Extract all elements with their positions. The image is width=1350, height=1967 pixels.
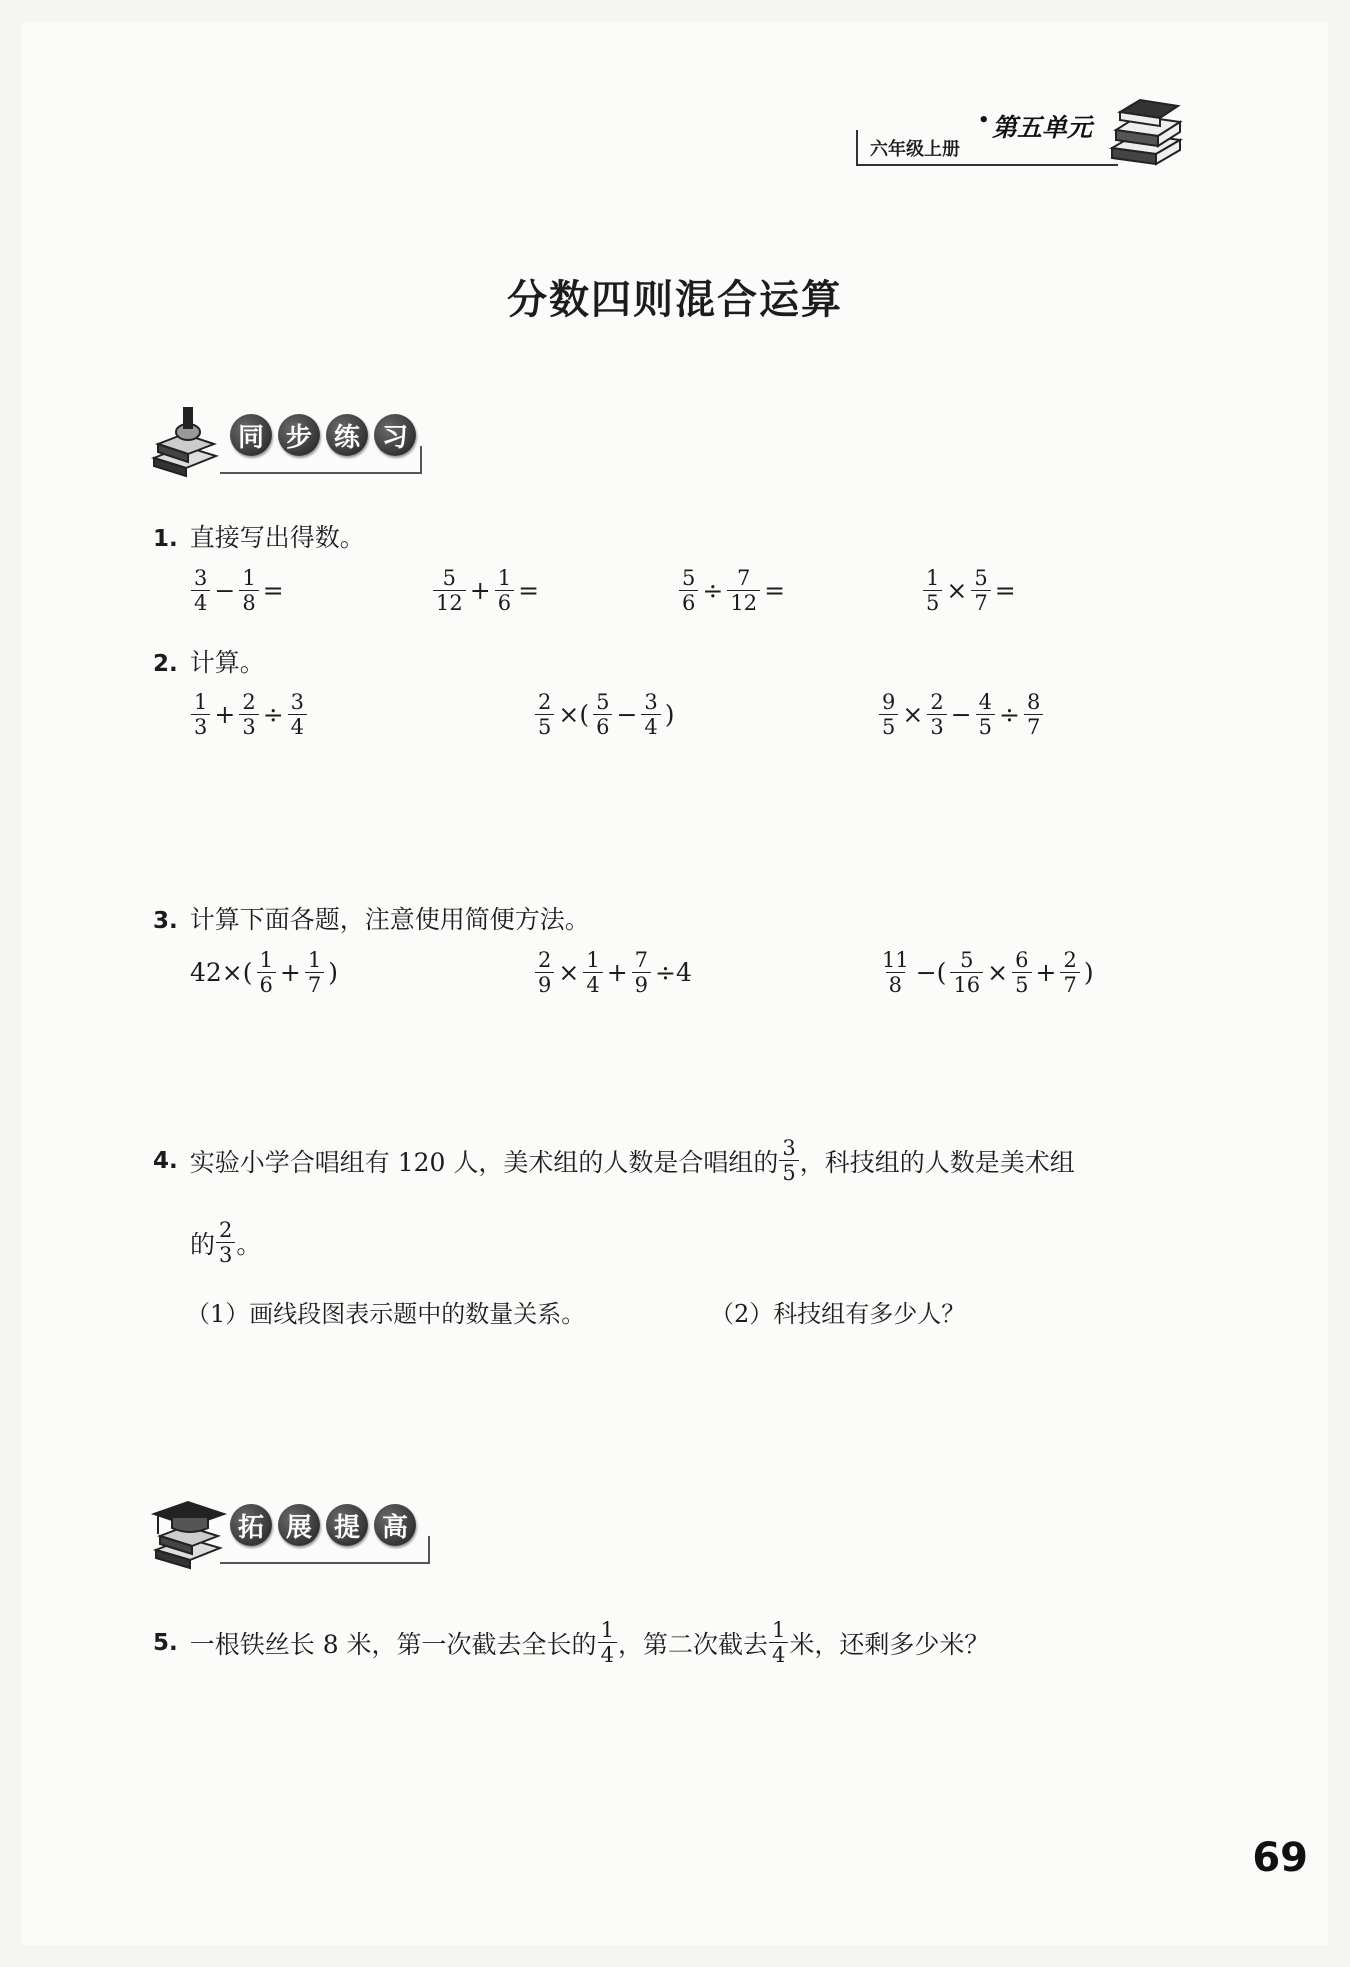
- q4-subquestion-1: （1）画线段图表示题中的数量关系。: [186, 1300, 586, 1328]
- q1-expr-d: $\frac{1}{5}$ × $\frac{5}{7}$ =: [922, 566, 1019, 615]
- question-4: 4. 实验小学合唱组有 120 人，美术组的人数是合唱组的 $\frac{3}{5}$ ，科技组的人数是美术组: [153, 1136, 1075, 1186]
- banner-char: 拓: [230, 1504, 272, 1546]
- question-2: 2. 计算。: [153, 648, 265, 677]
- question-1: 1. 直接写出得数。: [153, 523, 365, 552]
- graduation-cap-icon: [150, 1494, 230, 1570]
- question-5: 5. 一根铁丝长 8 米，第一次截去全长的 $\frac{1}{4}$ ，第二次截去 $\frac{1}{4}$ 米，还剩多少米？: [153, 1618, 990, 1668]
- banner-char: 同: [230, 414, 272, 456]
- q1-expr-c: $\frac{5}{6}$ ÷ $\frac{7}{12}$ =: [678, 566, 788, 615]
- section-banner-practice: [150, 404, 422, 484]
- question-3: 3. 计算下面各题，注意使用简便方法。: [153, 905, 590, 934]
- banner-char: 练: [326, 414, 368, 456]
- books-icon: [1106, 96, 1186, 168]
- q3-expr-c: $\frac{11}{8}$ −( $\frac{5}{16}$ × $\frac{6}{5}$ + $\frac{2}{7}$ ): [882, 948, 1094, 998]
- section-banner-extension: [150, 1494, 430, 1574]
- books-lamp-icon: [150, 404, 230, 480]
- grade-label: 六年级上册: [856, 130, 1118, 166]
- q1-expr-b: $\frac{5}{12}$ + $\frac{1}{6}$ =: [432, 566, 542, 615]
- page-number: 69: [1252, 1835, 1308, 1881]
- q3-expr-b: $\frac{2}{9}$ × $\frac{1}{4}$ + $\frac{7}{9}$ ÷4: [534, 948, 695, 997]
- banner-char: 习: [374, 414, 416, 456]
- q1-expr-a: $\frac{3}{4}$ − $\frac{1}{8}$ =: [190, 566, 287, 615]
- q4-subquestion-2: （2）科技组有多少人？: [710, 1300, 966, 1328]
- q2-expr-c: $\frac{9}{5}$ × $\frac{2}{3}$ − $\frac{4}{5}$ ÷ $\frac{8}{7}$: [878, 690, 1044, 739]
- banner-char: 步: [278, 414, 320, 456]
- q3-expr-a: 42×( $\frac{1}{6}$ + $\frac{1}{7}$ ): [190, 948, 338, 998]
- q2-expr-a: $\frac{1}{3}$ + $\frac{2}{3}$ ÷ $\frac{3}{4}$: [190, 690, 308, 739]
- unit-label: • 第五单元: [992, 108, 1092, 144]
- question-4-cont: 的 $\frac{2}{3}$ 。: [190, 1218, 262, 1268]
- banner-char: 提: [326, 1504, 368, 1546]
- q2-expr-b: $\frac{2}{5}$ ×( $\frac{5}{6}$ − $\frac{3}{4}$ ): [534, 690, 678, 739]
- banner-char: 展: [278, 1504, 320, 1546]
- banner-char: 高: [374, 1504, 416, 1546]
- page-title: 分数四则混合运算: [507, 276, 843, 323]
